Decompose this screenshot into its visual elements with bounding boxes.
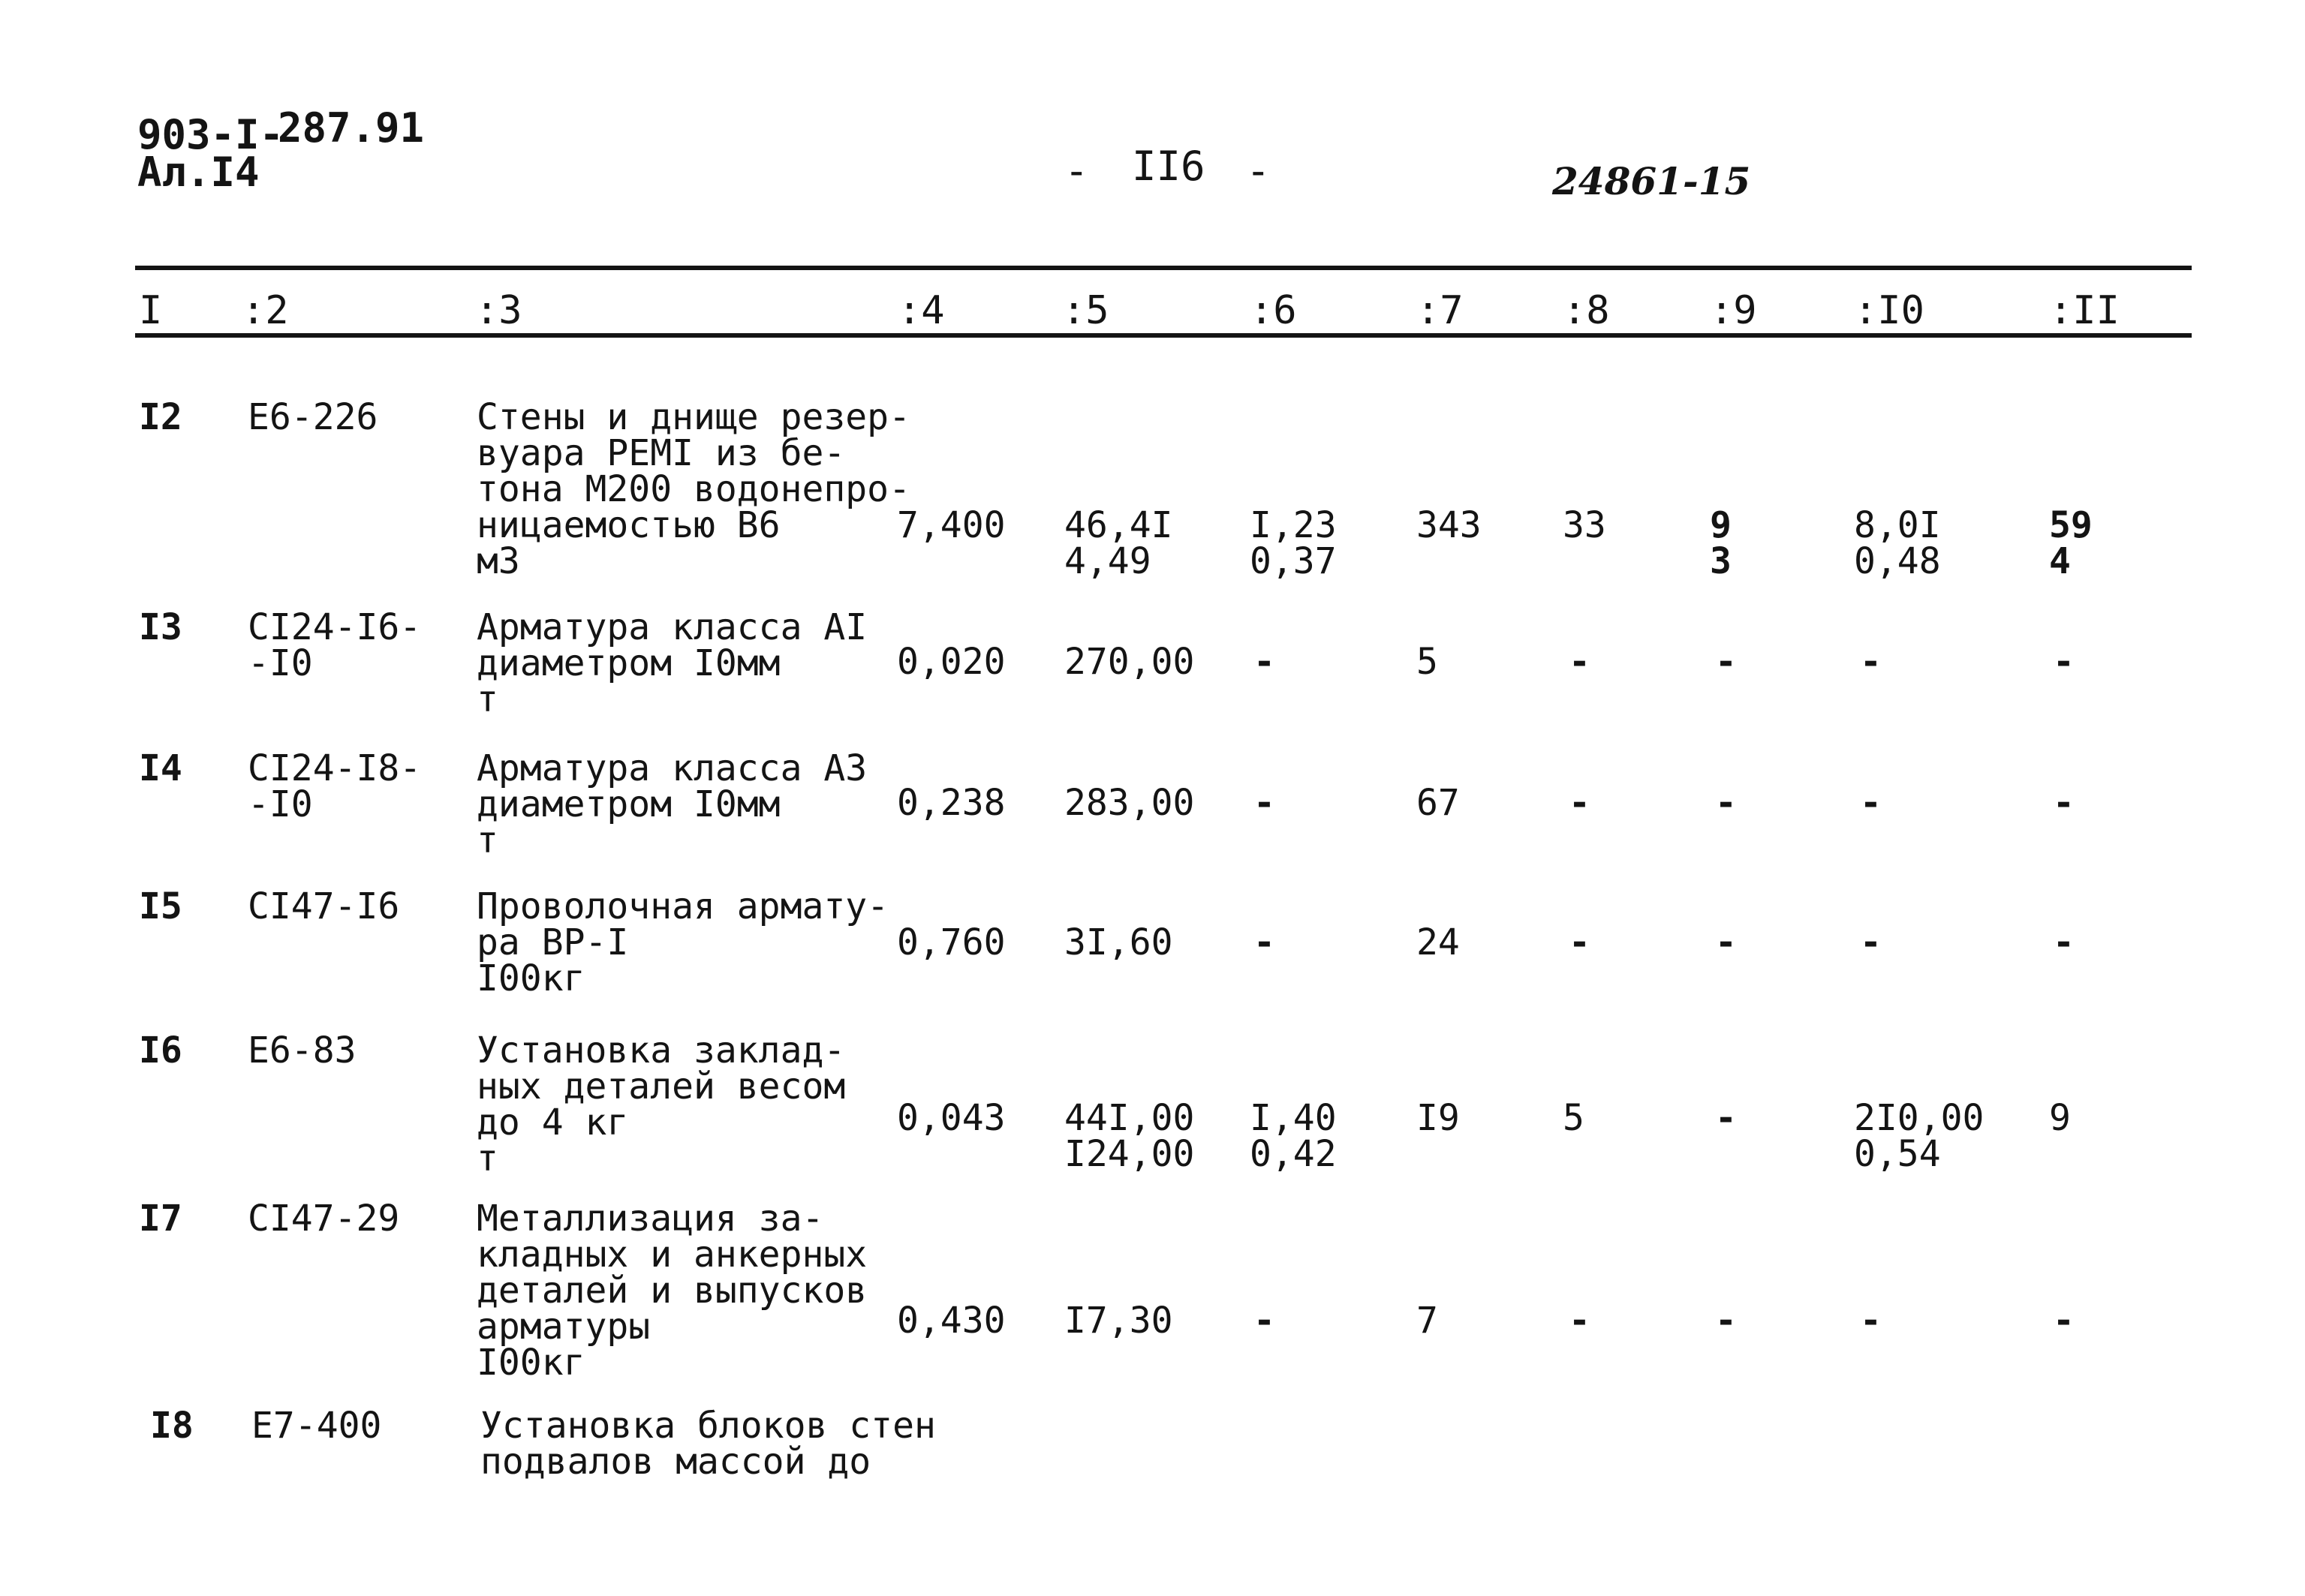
col-header-1: I xyxy=(139,288,163,333)
col-header-6: :6 xyxy=(1250,288,1297,333)
norm-code: СI24-I8- -I0 xyxy=(248,747,422,825)
norm-code: Е6-226 xyxy=(248,396,378,438)
table-header-rule xyxy=(135,333,2192,338)
col7-value: I9 xyxy=(1416,1097,1460,1139)
work-description: Арматура класса АI диаметром I0мм т xyxy=(477,606,868,720)
col-header-4: :4 xyxy=(898,288,945,333)
col-header-3: :3 xyxy=(475,288,522,333)
unit-cost: 3I,60 xyxy=(1064,921,1173,963)
row-number: I3 xyxy=(139,606,182,648)
unit-cost: 270,00 xyxy=(1064,641,1195,683)
col11-value: 9 xyxy=(2049,1097,2071,1139)
page-dash-right: - xyxy=(1246,147,1271,194)
col7-value: 7 xyxy=(1416,1300,1438,1342)
col6-value: - xyxy=(1253,782,1275,824)
row-number: I5 xyxy=(139,885,182,927)
norm-code: Е7-400 xyxy=(251,1405,382,1447)
page-number: II6 xyxy=(1132,143,1205,190)
col7-value: 343 xyxy=(1416,504,1482,546)
col7-value: 5 xyxy=(1416,641,1438,683)
col-header-9: :9 xyxy=(1710,288,1757,333)
col-header-10: :I0 xyxy=(1854,288,1924,333)
row-number: I8 xyxy=(150,1405,194,1447)
quantity: 0,430 xyxy=(897,1300,1006,1342)
col9-value: - xyxy=(1715,641,1737,683)
row-number: I6 xyxy=(139,1029,182,1072)
row-number: I7 xyxy=(139,1198,182,1240)
unit-cost: 46,4I 4,49 xyxy=(1064,504,1173,582)
col-header-5: :5 xyxy=(1062,288,1109,333)
col6-value: - xyxy=(1253,921,1275,963)
col8-value: 5 xyxy=(1563,1097,1584,1139)
col10-value: - xyxy=(1860,1300,1882,1342)
col8-value: - xyxy=(1569,1300,1590,1342)
col10-value: 8,0I 0,48 xyxy=(1854,504,1941,582)
col11-value: 59 4 xyxy=(2049,504,2093,582)
col-header-8: :8 xyxy=(1563,288,1610,333)
work-description: Установка блоков стен подвалов массой до xyxy=(480,1405,936,1483)
col8-value: - xyxy=(1569,921,1590,963)
quantity: 0,760 xyxy=(897,921,1006,963)
col6-value: - xyxy=(1253,1300,1275,1342)
norm-code: СI47-I6 xyxy=(248,885,400,927)
unit-cost: I7,30 xyxy=(1064,1300,1173,1342)
col-header-7: :7 xyxy=(1416,288,1464,333)
quantity: 0,238 xyxy=(897,782,1006,824)
work-description: Арматура класса А3 диаметром I0мм т xyxy=(477,747,868,861)
col8-value: - xyxy=(1569,782,1590,824)
quantity: 0,043 xyxy=(897,1097,1006,1139)
col10-value: 2I0,00 0,54 xyxy=(1854,1097,1985,1175)
unit-cost: 44I,00 I24,00 xyxy=(1064,1097,1195,1175)
page-dash-left: - xyxy=(1064,147,1089,194)
col9-value: - xyxy=(1715,1300,1737,1342)
col8-value: 33 xyxy=(1563,504,1606,546)
norm-code: Е6-83 xyxy=(248,1029,357,1072)
col8-value: - xyxy=(1569,641,1590,683)
col7-value: 24 xyxy=(1416,921,1460,963)
col6-value: I,40 0,42 xyxy=(1250,1097,1337,1175)
row-number: I4 xyxy=(139,747,182,789)
col7-value: 67 xyxy=(1416,782,1460,824)
col-header-2: :2 xyxy=(242,288,289,333)
col11-value: - xyxy=(2053,921,2075,963)
norm-code: СI47-29 xyxy=(248,1198,400,1240)
document-code: 903-I- xyxy=(137,111,284,158)
col9-value: 9 3 xyxy=(1710,504,1732,582)
work-description: Металлизация за- кладных и анкерных деталей и выпусков арматуры I00кг xyxy=(477,1198,868,1384)
row-number: I2 xyxy=(139,396,182,438)
col11-value: - xyxy=(2053,641,2075,683)
col10-value: - xyxy=(1860,921,1882,963)
norm-code: СI24-I6- -I0 xyxy=(248,606,422,684)
quantity: 7,400 xyxy=(897,504,1006,546)
col-header-11: :II xyxy=(2049,288,2120,333)
col6-value: I,23 0,37 xyxy=(1250,504,1337,582)
work-description: Установка заклад- ных деталей весом до 4 кг т xyxy=(477,1029,846,1180)
unit-cost: 283,00 xyxy=(1064,782,1195,824)
col11-value: - xyxy=(2053,782,2075,824)
col11-value: - xyxy=(2053,1300,2075,1342)
handwritten-stamp-number: 24861-15 xyxy=(1552,159,1751,203)
col10-value: - xyxy=(1860,641,1882,683)
work-description: Стены и днище резер- вуара РЕМI из бе- тона М200 водонепро- ницаемостью В6 м3 xyxy=(477,396,910,582)
col6-value: - xyxy=(1253,641,1275,683)
col9-value: - xyxy=(1715,782,1737,824)
col9-value: - xyxy=(1715,921,1737,963)
quantity: 0,020 xyxy=(897,641,1006,683)
work-description: Проволочная армату- ра ВР-I I00кг xyxy=(477,885,889,999)
document-number: 287.91 xyxy=(278,104,425,152)
album-number: Ал.I4 xyxy=(137,149,260,196)
table-top-rule xyxy=(135,266,2192,270)
col9-value: - xyxy=(1715,1097,1737,1139)
col10-value: - xyxy=(1860,782,1882,824)
